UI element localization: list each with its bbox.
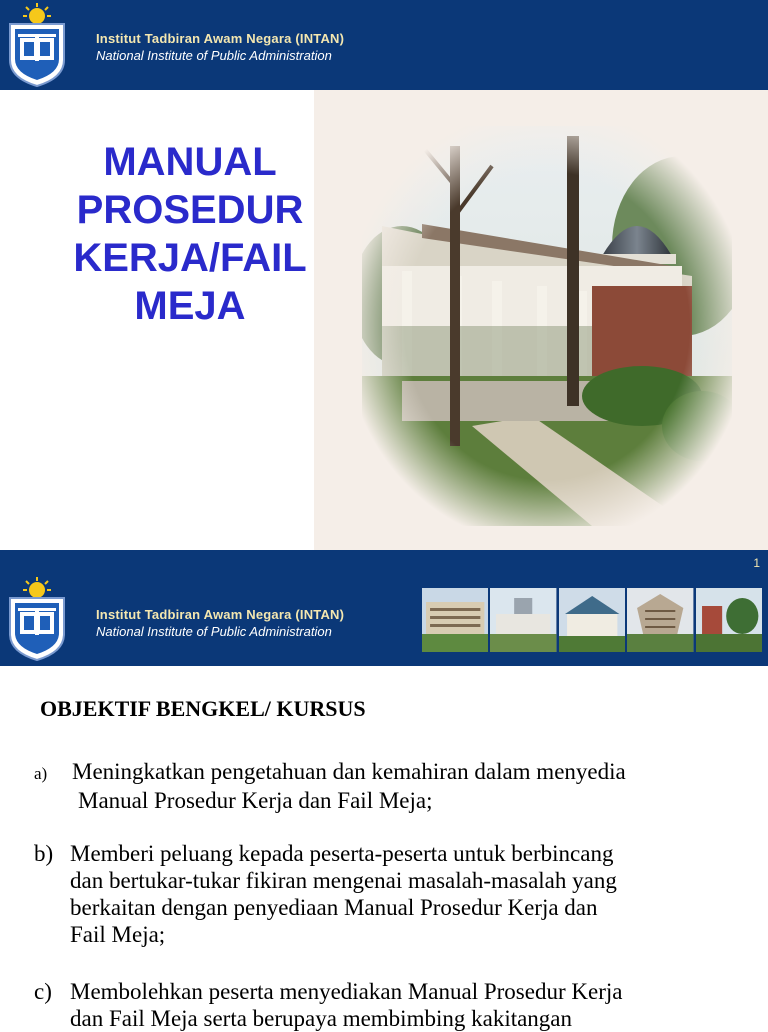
item-text-line: Fail Meja; bbox=[70, 922, 166, 947]
objective-item bbox=[34, 758, 734, 814]
title-line: MANUAL bbox=[103, 140, 277, 184]
org-name: Institut Tadbiran Awam Negara (INTAN) bbox=[96, 31, 345, 46]
org-name-block bbox=[96, 607, 344, 639]
header-bar bbox=[0, 0, 768, 90]
intan-crest-icon bbox=[4, 576, 70, 662]
campus-building-photo bbox=[559, 588, 625, 652]
campus-building-photo bbox=[696, 588, 762, 652]
org-subtitle: National Institute of Public Administration bbox=[96, 624, 332, 639]
campus-photo-strip bbox=[422, 588, 762, 652]
item-text-line: Membolehkan peserta menyediakan Manual Prosedur Kerja bbox=[70, 979, 623, 1004]
campus-building-photo bbox=[490, 588, 556, 652]
item-marker: c) bbox=[34, 979, 52, 1004]
campus-photo bbox=[314, 90, 768, 550]
campus-building-photo bbox=[422, 588, 488, 652]
title-line: KERJA/FAIL bbox=[73, 236, 307, 280]
objectives-slide bbox=[0, 666, 768, 1031]
item-marker: a) bbox=[34, 764, 48, 783]
intan-crest-icon bbox=[4, 2, 70, 88]
slide-title bbox=[40, 138, 340, 330]
title-line: MEJA bbox=[134, 284, 246, 328]
title-line: PROSEDUR bbox=[76, 188, 304, 232]
title-slide bbox=[0, 90, 768, 550]
slide-number: 1 bbox=[753, 556, 760, 570]
campus-building-photo bbox=[627, 588, 693, 652]
item-marker: b) bbox=[34, 841, 54, 866]
header-bar-slide-2 bbox=[0, 550, 768, 666]
org-subtitle: National Institute of Public Administration bbox=[96, 48, 332, 63]
objectives-heading: OBJEKTIF BENGKEL/ KURSUS bbox=[40, 696, 366, 721]
item-text-line: Meningkatkan pengetahuan dan kemahiran dalam menyedia bbox=[72, 759, 626, 784]
item-text-line: dan Fail Meja serta berupaya membimbing kakitangan bbox=[70, 1006, 573, 1031]
item-text-line: berkaitan dengan penyediaan Manual Prosedur Kerja dan bbox=[70, 895, 598, 920]
org-name: Institut Tadbiran Awam Negara (INTAN) bbox=[96, 607, 345, 622]
campus-photo-illustration bbox=[362, 126, 732, 526]
item-text-line: Memberi peluang kepada peserta-peserta untuk berbincang bbox=[70, 841, 614, 866]
org-name-block bbox=[96, 31, 344, 63]
objective-item bbox=[34, 840, 734, 948]
item-text-line: dan bertukar-tukar fikiran mengenai masalah-masalah yang bbox=[70, 868, 617, 893]
item-text-line: Manual Prosedur Kerja dan Fail Meja; bbox=[78, 788, 433, 813]
